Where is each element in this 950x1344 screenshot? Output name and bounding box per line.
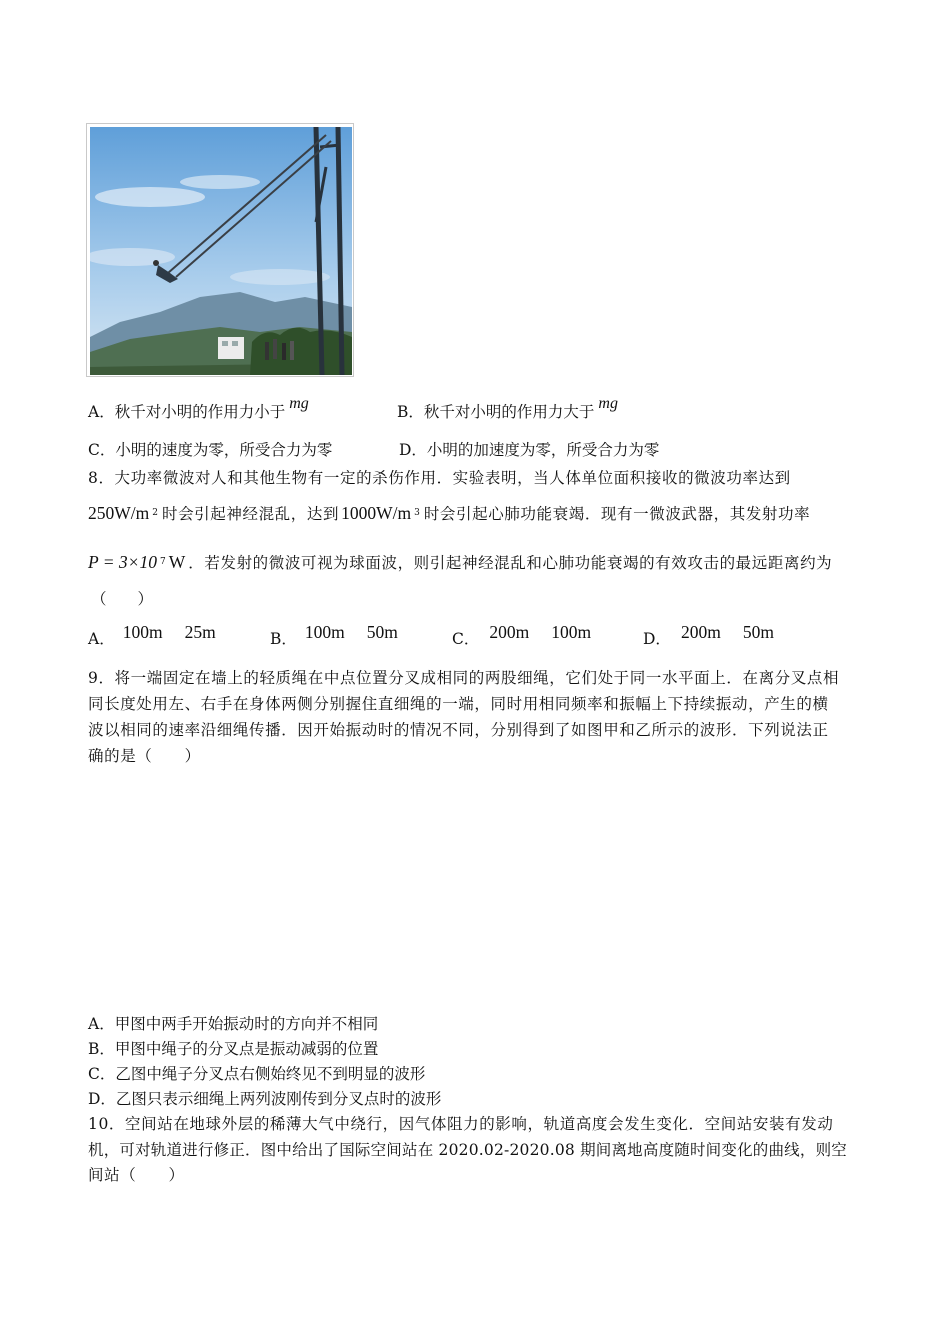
q9-option-d: D．乙图只表示细绳上两列波刚传到分叉点时的波形 <box>88 1090 442 1108</box>
q8-stem-line3: P = 3×10 $^7$ W ．若发射的微波可视为球面波，则引起神经混乱和心肺功能衰竭的有效攻击的最远距离约为 <box>88 552 833 572</box>
q10-stem-line3: 间站（ ） <box>88 1166 185 1184</box>
q9-stem-line3: 波以相同的速率沿细绳传播．因开始振动时的情况不同，分别得到了如图甲和乙所示的波形．下列说法正 <box>88 721 829 739</box>
q8-answer-paren: （ ） <box>91 590 154 608</box>
swing-photo <box>86 123 354 377</box>
q8-value-250: 250W/m <box>88 503 150 523</box>
q10-stem-line1: 10．空间站在地球外层的稀薄大气中绕行，因气体阻力的影响，轨道高度会发生变化．空间站安装有发动 <box>88 1115 834 1133</box>
q9-option-a: A．甲图中两手开始振动时的方向并不相同 <box>88 1015 379 1033</box>
q8-option-b: B． 100m 50m <box>270 622 398 648</box>
q8-option-c: C． 200m 100m <box>452 622 592 648</box>
q7-option-b-math: mg <box>598 395 618 412</box>
q7-option-c: C．小明的速度为零，所受合力为零 <box>88 441 333 459</box>
q7-option-a: A．秋千对小明的作用力小于 mg <box>88 395 309 421</box>
q9-option-c: C．乙图中绳子分叉点右侧始终见不到明显的波形 <box>88 1065 426 1083</box>
q8-value-1000: 1000W/m <box>341 503 412 523</box>
q9-stem-line2: 同长度处用左、右手在身体两侧分别握住直细绳的一端，同时用相同频率和振幅上下持续振动，产生的横 <box>88 695 829 713</box>
q7-option-d: D．小明的加速度为零，所受合力为零 <box>399 441 660 459</box>
q9-stem-line1: 9．将一端固定在墙上的轻质绳在中点位置分叉成相同的两股细绳，它们处于同一水平面上．在离分叉点相 <box>88 669 840 687</box>
q8-option-a: A． 100m 25m <box>88 622 216 648</box>
q8-option-d: D． 200m 50m <box>643 622 774 648</box>
q10-stem-line2: 机，可对轨道进行修正．图中给出了国际空间站在 2020.02-2020.08 期间离地高度随时间变化的曲线，则空 <box>88 1141 847 1159</box>
q8-stem-line1: 8．大功率微波对人和其他生物有一定的杀伤作用．实验表明，当人体单位面积接收的微波功率达到 <box>88 469 791 487</box>
q7-option-a-math: mg <box>289 395 309 412</box>
q8-power-formula: P = 3×10 <box>88 552 157 572</box>
q8-stem-line2: 250W/m $^2$ 时会引起神经混乱，达到 1000W/m $^3$ 时会引起心肺功能衰竭．现有一微波武器，其发射功率 <box>88 503 811 523</box>
q7-option-b: B．秋千对小明的作用力大于 mg <box>397 395 618 421</box>
q9-stem-line4: 确的是（ ） <box>88 747 201 765</box>
swing-scene-image <box>90 127 352 375</box>
q9-option-b: B．甲图中绳子的分叉点是振动减弱的位置 <box>88 1040 379 1058</box>
